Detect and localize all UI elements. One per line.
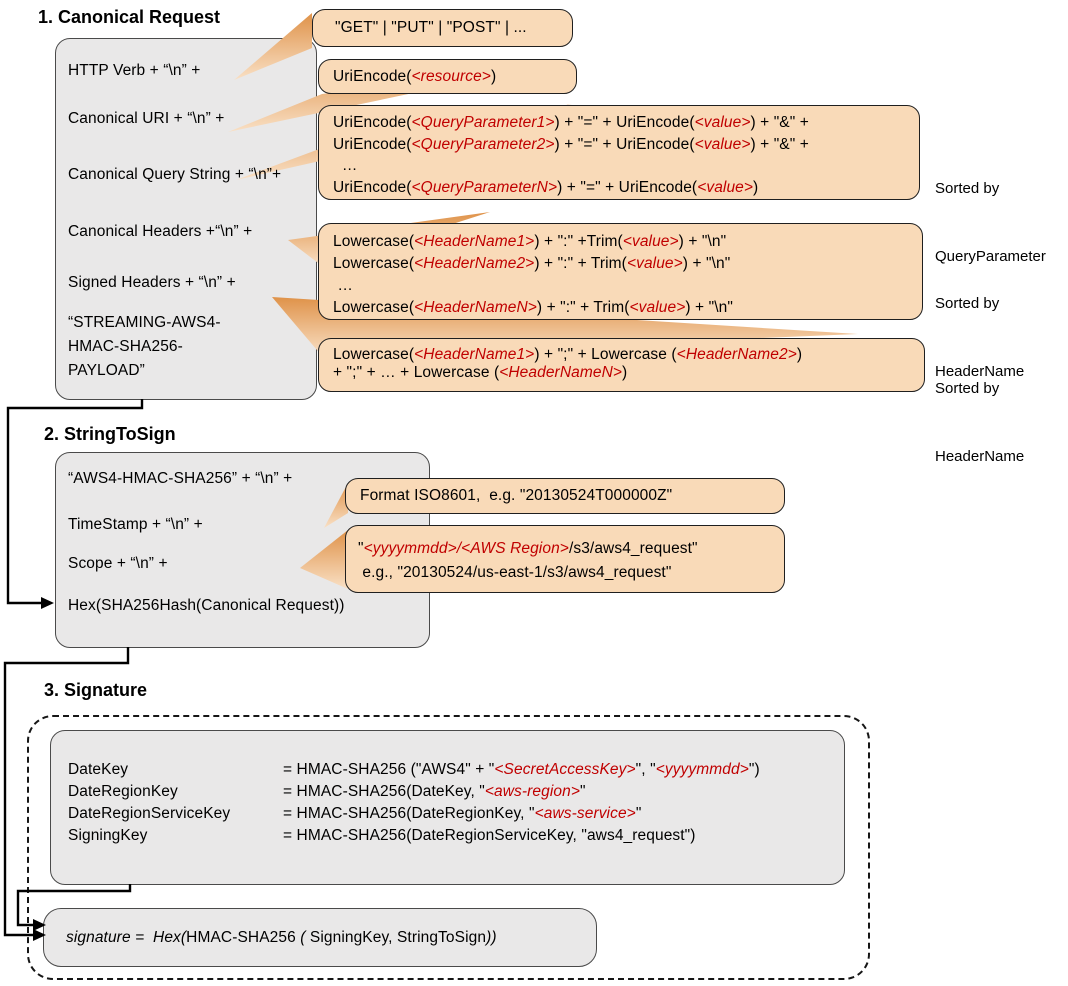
callout-line: Format ISO8601, e.g. "20130524T000000Z" — [360, 487, 673, 504]
sort-label-line: Sorted by — [935, 380, 1000, 397]
sort-label-line: HeaderName — [935, 447, 1025, 465]
string-to-sign-line: “AWS4-HMAC-SHA256” + “\n” + — [68, 470, 293, 487]
canonical-request-line: HTTP Verb + “\n” + — [68, 62, 201, 79]
callout-tail-http-verb — [234, 13, 312, 80]
callout-line: … — [333, 157, 358, 174]
canonical-request-line: PAYLOAD” — [68, 362, 145, 379]
callout-line: + ";" + … + Lowercase (<HeaderNameN>) — [333, 364, 628, 381]
sort-label-line: QueryParameter — [935, 247, 1046, 265]
callout-query-string — [318, 105, 920, 200]
section2-heading: 2. StringToSign — [44, 424, 176, 444]
callout-line: UriEncode(<resource>) — [333, 67, 497, 85]
key-row-label: SigningKey — [68, 827, 148, 844]
section1-heading: 1. Canonical Request — [38, 7, 221, 27]
sort-label-line: Sorted by — [935, 180, 1000, 197]
key-row-value: = HMAC-SHA256(DateRegionKey, "<aws-service>" — [283, 805, 642, 822]
connector-keys-to-signature — [18, 884, 130, 925]
callout-line: "<yyyymmdd>/<AWS Region>/s3/aws4_request" — [358, 540, 698, 557]
callout-timestamp-format — [345, 478, 785, 514]
sorted-by-headername-label — [935, 333, 1024, 513]
key-row-value: = HMAC-SHA256(DateKey, "<aws-region>" — [283, 783, 586, 800]
callout-http-verb — [312, 9, 573, 47]
key-row-label: DateKey — [68, 761, 129, 778]
callout-line: Lowercase(<HeaderName1>) + ":" +Trim(<value>) + "\n" — [333, 233, 727, 250]
key-row-value: = HMAC-SHA256(DateRegionServiceKey, "aws4_request") — [283, 827, 696, 844]
sort-label-line: HeaderName — [935, 362, 1025, 380]
callout-line: … — [333, 277, 354, 294]
callout-line: UriEncode(<QueryParameterN>) + "=" + UriEncode(<value>) — [333, 178, 759, 196]
arrowhead-step2 — [41, 597, 54, 609]
section3-heading: 3. Signature — [44, 680, 148, 700]
canonical-request-line: HMAC-SHA256- — [68, 338, 183, 355]
string-to-sign-line: Scope + “\n” + — [68, 555, 168, 572]
callout-line: e.g., "20130524/us-east-1/s3/aws4_request" — [358, 564, 672, 581]
canonical-request-line: “STREAMING-AWS4- — [68, 314, 221, 331]
callout-line: "GET" | "PUT" | "POST" | ... — [335, 19, 527, 36]
key-row-value: = HMAC-SHA256 ("AWS4" + "<SecretAccessKey>", "<yyyymmdd>") — [283, 761, 760, 778]
callout-signed-headers — [318, 338, 925, 392]
key-row-label: DateRegionKey — [68, 783, 178, 800]
canonical-request-line: Canonical Headers +“\n” + — [68, 223, 253, 240]
callout-tail-scope — [300, 530, 348, 589]
key-row-label: DateRegionServiceKey — [68, 805, 231, 822]
canonical-request-line: Canonical Query String + “\n”+ — [68, 166, 282, 183]
string-to-sign-line: TimeStamp + “\n” + — [68, 516, 203, 533]
callout-canonical-headers — [318, 223, 923, 320]
arrowhead-signature-upper — [33, 919, 46, 931]
callout-canonical-uri — [318, 59, 577, 94]
string-to-sign-line: Hex(SHA256Hash(Canonical Request)) — [68, 597, 345, 614]
callout-line: UriEncode(<QueryParameter2>) + "=" + UriEncode(<value>) + "&" + — [333, 135, 809, 153]
callout-line: Lowercase(<HeaderNameN>) + ":" + Trim(<value>) + "\n" — [333, 299, 733, 316]
callout-line: Lowercase(<HeaderName1>) + ";" + Lowercase (<HeaderName2>) — [333, 346, 803, 363]
canonical-request-line: Canonical URI + “\n” + — [68, 110, 225, 127]
callout-line: Lowercase(<HeaderName2>) + ":" + Trim(<value>) + "\n" — [333, 255, 731, 272]
signature-result-line: signature = Hex(HMAC-SHA256 ( SigningKey, StringToSign)) — [66, 929, 497, 946]
canonical-request-line: Signed Headers + “\n” + — [68, 274, 236, 291]
callout-line: UriEncode(<QueryParameter1>) + "=" + UriEncode(<value>) + "&" + — [333, 114, 809, 131]
callout-scope-format — [345, 525, 785, 593]
sort-label-line: Sorted by — [935, 295, 1000, 312]
arrowhead-signature-lower — [33, 929, 46, 941]
